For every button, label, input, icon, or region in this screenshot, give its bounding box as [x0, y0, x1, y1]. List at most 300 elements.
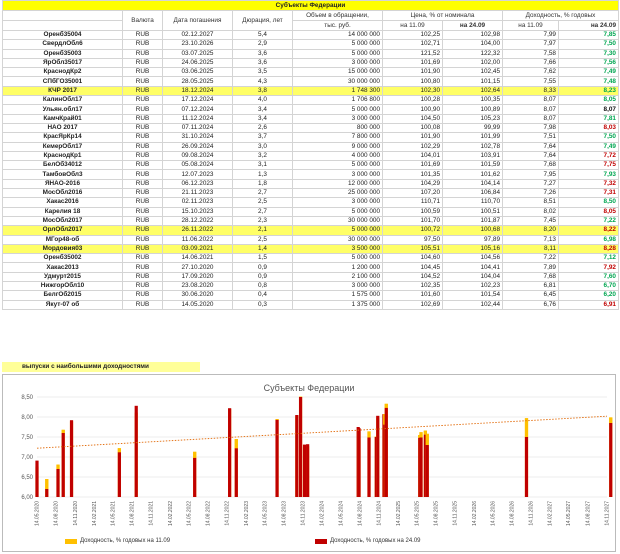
currency-cell: RUB [123, 300, 163, 309]
currency-cell: RUB [123, 96, 163, 105]
price-date2-cell: 100,68 [443, 226, 503, 235]
maturity-cell: 03.09.2021 [163, 244, 233, 253]
price-date1-cell: 104,29 [383, 179, 443, 188]
x-tick-label: 14.02.2026 [471, 501, 478, 527]
price-date1-cell: 110,71 [383, 198, 443, 207]
duration-cell: 3,8 [233, 86, 293, 95]
bond-name: Хакас2013 [3, 263, 123, 272]
bar-yield-date2 [193, 458, 196, 497]
yield-date1-cell: 7,64 [503, 151, 559, 160]
price-date2-cell: 104,04 [443, 272, 503, 281]
volume-cell: 800 000 [293, 123, 383, 132]
bond-name: КрасЯрКр14 [3, 133, 123, 142]
price-date2-cell: 105,16 [443, 244, 503, 253]
duration-cell: 2,1 [233, 226, 293, 235]
yield-date1-cell: 7,66 [503, 58, 559, 67]
bond-name: БелгОб2015 [3, 291, 123, 300]
volume-cell: 3 000 000 [293, 170, 383, 179]
bond-name: КраснодКр1 [3, 151, 123, 160]
price-date1-cell: 104,60 [383, 254, 443, 263]
yield-date2-cell: 7,49 [559, 142, 619, 151]
price-date1-cell: 102,29 [383, 142, 443, 151]
maturity-cell: 31.10.2024 [163, 133, 233, 142]
bonds-table [2, 0, 619, 310]
duration-cell: 5,4 [233, 31, 293, 40]
maturity-cell: 07.11.2024 [163, 123, 233, 132]
price-date1-cell: 104,50 [383, 114, 443, 123]
price-date2-cell: 103,91 [443, 151, 503, 160]
yield-date1-cell: 6,76 [503, 300, 559, 309]
volume-cell: 12 000 000 [293, 179, 383, 188]
volume-cell: 1 200 000 [293, 263, 383, 272]
yield-date2-cell: 7,60 [559, 272, 619, 281]
bar-yield-date1-top [45, 479, 48, 489]
volume-cell: 3 500 000 [293, 244, 383, 253]
duration-cell: 4,3 [233, 77, 293, 86]
maturity-cell: 11.06.2022 [163, 235, 233, 244]
table-row[interactable] [3, 263, 619, 272]
bar-yield-date2 [275, 420, 278, 497]
yield-date1-cell: 8,02 [503, 207, 559, 216]
price-date2-cell: 101,87 [443, 216, 503, 225]
volume-cell: 5 000 000 [293, 207, 383, 216]
price-date2-cell: 102,00 [443, 58, 503, 67]
table-row[interactable] [3, 254, 619, 263]
price-date2-cell: 102,23 [443, 282, 503, 291]
x-tick-label: 14.02.2022 [167, 501, 174, 527]
table-row[interactable] [3, 58, 619, 67]
currency-cell: RUB [123, 263, 163, 272]
currency-cell: RUB [123, 216, 163, 225]
x-tick-label: 14.05.2025 [414, 501, 421, 527]
legend-label-series2: Доходность, % годовых на 24.09 [330, 538, 421, 544]
price-date2-cell: 101,15 [443, 77, 503, 86]
currency-cell: RUB [123, 58, 163, 67]
volume-cell: 30 000 000 [293, 216, 383, 225]
bar-yield-date2 [235, 448, 238, 497]
header-yield-date1: на 11.09 [503, 21, 559, 31]
table-row[interactable] [3, 198, 619, 207]
table-row[interactable] [3, 235, 619, 244]
bond-name: Оренб35004 [3, 31, 123, 40]
yield-date2-cell: 7,50 [559, 133, 619, 142]
duration-cell: 3,6 [233, 58, 293, 67]
volume-cell: 1 748 300 [293, 86, 383, 95]
x-tick-label: 14.11.2027 [604, 501, 611, 526]
yield-date2-cell: 7,81 [559, 114, 619, 123]
yield-date1-cell: 7,98 [503, 123, 559, 132]
table-row[interactable] [3, 123, 619, 132]
volume-cell: 25 000 000 [293, 189, 383, 198]
bar-yield-date2 [118, 452, 121, 497]
table-row[interactable] [3, 105, 619, 114]
yield-date2-cell: 8,03 [559, 123, 619, 132]
volume-cell: 3 000 000 [293, 58, 383, 67]
x-tick-label: 14.02.2021 [91, 501, 98, 527]
price-date2-cell: 122,32 [443, 49, 503, 58]
x-tick-label: 14.05.2026 [490, 501, 497, 527]
yield-date1-cell: 7,13 [503, 235, 559, 244]
yield-date1-cell: 7,58 [503, 49, 559, 58]
table-row[interactable] [3, 291, 619, 300]
currency-cell: RUB [123, 114, 163, 123]
price-date2-cell: 101,99 [443, 133, 503, 142]
duration-cell: 1,8 [233, 179, 293, 188]
bond-name: СПбГО35001 [3, 77, 123, 86]
price-date1-cell: 101,90 [383, 133, 443, 142]
maturity-cell: 03.06.2025 [163, 68, 233, 77]
table-row[interactable] [3, 151, 619, 160]
yield-date2-cell: 7,92 [559, 263, 619, 272]
bond-name: КалинОбл17 [3, 96, 123, 105]
duration-cell: 3,2 [233, 151, 293, 160]
maturity-cell: 02.11.2023 [163, 198, 233, 207]
x-tick-label: 14.05.2022 [186, 501, 193, 527]
volume-cell: 1 375 000 [293, 300, 383, 309]
volume-cell: 3 000 000 [293, 198, 383, 207]
header-price-date1: на 11.09 [383, 21, 443, 31]
price-date2-cell: 105,23 [443, 114, 503, 123]
bar-yield-date2 [135, 406, 138, 497]
volume-cell: 5 000 000 [293, 161, 383, 170]
price-date2-cell: 100,89 [443, 105, 503, 114]
x-tick-label: 14.11.2024 [376, 501, 383, 526]
maturity-cell: 15.10.2023 [163, 207, 233, 216]
x-tick-label: 14.11.2026 [528, 501, 535, 526]
bond-name: ЯНАО-2016 [3, 179, 123, 188]
maturity-cell: 18.12.2024 [163, 86, 233, 95]
yield-date2-cell: 7,32 [559, 179, 619, 188]
currency-cell: RUB [123, 291, 163, 300]
header-price-date2: на 24.09 [443, 21, 503, 31]
yield-date2-cell: 7,49 [559, 68, 619, 77]
yield-date2-cell: 8,05 [559, 96, 619, 105]
currency-cell: RUB [123, 40, 163, 49]
duration-cell: 3,1 [233, 161, 293, 170]
table-row[interactable] [3, 96, 619, 105]
maturity-cell: 23.10.2026 [163, 40, 233, 49]
x-tick-label: 14.08.2022 [205, 501, 212, 527]
yield-date2-cell: 7,85 [559, 31, 619, 40]
bar-yield-date1-top [118, 448, 121, 452]
table-row[interactable] [3, 189, 619, 198]
price-date2-cell: 104,14 [443, 179, 503, 188]
duration-cell: 2,6 [233, 123, 293, 132]
yield-date2-cell: 8,23 [559, 86, 619, 95]
header-volume: Объем в обращении, [293, 11, 383, 21]
volume-cell: 9 000 000 [293, 142, 383, 151]
table-row[interactable] [3, 244, 619, 253]
volume-cell: 5 000 000 [293, 105, 383, 114]
duration-cell: 0,9 [233, 272, 293, 281]
price-date2-cell: 104,00 [443, 40, 503, 49]
yield-date2-cell: 7,22 [559, 216, 619, 225]
x-tick-label: 14.08.2027 [585, 501, 592, 527]
yield-date1-cell: 7,68 [503, 272, 559, 281]
price-date2-cell: 101,62 [443, 170, 503, 179]
table-row[interactable] [3, 300, 619, 309]
legend-item-series1 [65, 538, 170, 544]
bond-name: ОрлОбл2017 [3, 226, 123, 235]
yield-date1-cell: 8,51 [503, 198, 559, 207]
y-tick-label: 7,50 [21, 435, 33, 441]
price-date2-cell: 101,59 [443, 161, 503, 170]
y-tick-label: 7,00 [21, 455, 33, 461]
yield-date2-cell: 7,56 [559, 58, 619, 67]
yield-date1-cell: 7,45 [503, 216, 559, 225]
table-row[interactable] [3, 31, 619, 40]
x-tick-label: 14.05.2023 [262, 501, 269, 527]
x-tick-label: 14.08.2025 [433, 501, 440, 527]
bar-yield-date1-top [275, 419, 278, 420]
price-date1-cell: 101,60 [383, 291, 443, 300]
yield-date1-cell: 8,07 [503, 114, 559, 123]
table-row[interactable] [3, 272, 619, 281]
table-row[interactable] [3, 142, 619, 151]
table-row[interactable] [3, 207, 619, 216]
table-row[interactable] [3, 114, 619, 123]
price-date1-cell: 100,59 [383, 207, 443, 216]
volume-cell: 14 000 000 [293, 31, 383, 40]
table-row[interactable] [3, 40, 619, 49]
bond-name: МГор48-об [3, 235, 123, 244]
yield-date2-cell: 6,91 [559, 300, 619, 309]
currency-cell: RUB [123, 170, 163, 179]
yield-date1-cell: 8,11 [503, 244, 559, 253]
duration-cell: 2,7 [233, 207, 293, 216]
bond-name: Удмурт2015 [3, 272, 123, 281]
bond-name: СвердлОбл6 [3, 40, 123, 49]
price-date1-cell: 102,30 [383, 86, 443, 95]
table-row[interactable] [3, 86, 619, 95]
price-date2-cell: 104,41 [443, 263, 503, 272]
table-row[interactable] [3, 282, 619, 291]
price-date1-cell: 104,01 [383, 151, 443, 160]
bar-yield-date1-top [609, 417, 612, 423]
legend-label-series1: Доходность, % годовых на 11.09 [80, 538, 171, 544]
yield-date2-cell: 8,28 [559, 244, 619, 253]
duration-cell: 1,3 [233, 170, 293, 179]
x-tick-label: 14.05.2021 [110, 501, 117, 527]
bond-name: МосОбл2017 [3, 216, 123, 225]
volume-cell: 5 000 000 [293, 40, 383, 49]
price-date1-cell: 102,25 [383, 31, 443, 40]
yield-date1-cell: 7,99 [503, 31, 559, 40]
bond-name: НАО 2017 [3, 123, 123, 132]
currency-cell: RUB [123, 151, 163, 160]
table-row[interactable] [3, 77, 619, 86]
yield-date1-cell: 7,51 [503, 133, 559, 142]
table-row[interactable] [3, 161, 619, 170]
maturity-cell: 17.09.2020 [163, 272, 233, 281]
currency-cell: RUB [123, 133, 163, 142]
yield-date1-cell: 7,68 [503, 161, 559, 170]
x-tick-label: 14.11.2022 [224, 501, 231, 526]
x-tick-label: 14.02.2024 [319, 501, 326, 527]
maturity-cell: 27.10.2020 [163, 263, 233, 272]
maturity-cell: 30.06.2020 [163, 291, 233, 300]
bar-yield-date1-top [385, 404, 388, 408]
duration-cell: 3,7 [233, 133, 293, 142]
table-title: Субъекты Федерации [3, 1, 619, 11]
x-tick-label: 14.08.2026 [509, 501, 516, 527]
bar-yield-date2 [228, 408, 231, 497]
currency-cell: RUB [123, 226, 163, 235]
price-date1-cell: 105,51 [383, 244, 443, 253]
x-tick-label: 14.05.2020 [34, 501, 41, 527]
bond-name: Карелия 18 [3, 207, 123, 216]
price-date1-cell: 101,35 [383, 170, 443, 179]
yield-date2-cell: 8,50 [559, 198, 619, 207]
bar-yield-date2 [303, 445, 306, 497]
legend-item-series2 [315, 538, 421, 544]
x-tick-label: 14.08.2021 [129, 501, 136, 527]
bar-yield-date2 [306, 444, 309, 497]
price-date1-cell: 100,90 [383, 105, 443, 114]
bond-name: БелОб34012 [3, 161, 123, 170]
bond-name: ЯрОбл35017 [3, 58, 123, 67]
bar-yield-date1-top [193, 452, 196, 458]
duration-cell: 0,4 [233, 291, 293, 300]
yield-date1-cell: 7,89 [503, 263, 559, 272]
currency-cell: RUB [123, 77, 163, 86]
yield-date2-cell: 7,12 [559, 254, 619, 263]
yield-date1-cell: 6,81 [503, 282, 559, 291]
duration-cell: 1,4 [233, 244, 293, 253]
bar-yield-date2 [385, 408, 388, 497]
price-date1-cell: 102,35 [383, 282, 443, 291]
yield-date2-cell: 7,72 [559, 151, 619, 160]
yield-date2-cell: 7,93 [559, 170, 619, 179]
maturity-cell: 03.07.2025 [163, 49, 233, 58]
bar-yield-date1-top [62, 430, 65, 433]
yield-date1-cell: 7,27 [503, 179, 559, 188]
table-row[interactable] [3, 179, 619, 188]
x-tick-label: 14.08.2024 [357, 501, 364, 527]
volume-cell: 30 000 000 [293, 77, 383, 86]
header-volume-unit: тыс. руб. [293, 21, 383, 31]
currency-cell: RUB [123, 31, 163, 40]
y-tick-label: 8,00 [21, 415, 33, 421]
bar-yield-date2 [357, 428, 360, 497]
bar-yield-date2 [70, 420, 73, 497]
legend-swatch-series1 [65, 539, 77, 544]
yield-date1-cell: 7,97 [503, 40, 559, 49]
price-date2-cell: 104,56 [443, 254, 503, 263]
maturity-cell: 24.06.2025 [163, 58, 233, 67]
currency-cell: RUB [123, 86, 163, 95]
yield-date2-cell: 7,50 [559, 40, 619, 49]
maturity-cell: 28.12.2022 [163, 216, 233, 225]
maturity-cell: 12.07.2023 [163, 170, 233, 179]
currency-cell: RUB [123, 272, 163, 281]
bar-yield-date2 [525, 437, 528, 497]
currency-cell: RUB [123, 49, 163, 58]
currency-cell: RUB [123, 244, 163, 253]
bond-name: Оренб35002 [3, 254, 123, 263]
price-date1-cell: 100,80 [383, 77, 443, 86]
chart-container [2, 374, 616, 552]
bar-yield-date1-top [56, 465, 59, 469]
currency-cell: RUB [123, 254, 163, 263]
price-date2-cell: 102,98 [443, 31, 503, 40]
currency-cell: RUB [123, 105, 163, 114]
bond-name: ТамбовОбл3 [3, 170, 123, 179]
duration-cell: 2,5 [233, 198, 293, 207]
yield-date2-cell: 8,22 [559, 226, 619, 235]
duration-cell: 3,6 [233, 49, 293, 58]
price-date1-cell: 101,69 [383, 161, 443, 170]
x-tick-label: 14.11.2023 [300, 501, 307, 526]
currency-cell: RUB [123, 123, 163, 132]
yield-date2-cell: 6,98 [559, 235, 619, 244]
price-date1-cell: 97,50 [383, 235, 443, 244]
price-date1-cell: 100,72 [383, 226, 443, 235]
maturity-cell: 23.08.2020 [163, 282, 233, 291]
maturity-cell: 09.08.2024 [163, 151, 233, 160]
duration-cell: 3,4 [233, 105, 293, 114]
table-row[interactable] [3, 133, 619, 142]
volume-cell: 1 575 000 [293, 291, 383, 300]
price-date1-cell: 104,45 [383, 263, 443, 272]
maturity-cell: 14.06.2021 [163, 254, 233, 263]
table-row[interactable] [3, 68, 619, 77]
maturity-cell: 05.08.2024 [163, 161, 233, 170]
yield-date1-cell: 8,07 [503, 105, 559, 114]
table-row[interactable] [3, 216, 619, 225]
price-date2-cell: 97,89 [443, 235, 503, 244]
duration-cell: 2,3 [233, 216, 293, 225]
yield-date2-cell: 7,48 [559, 77, 619, 86]
chart-title: Субъекты Федерации [263, 383, 355, 393]
x-tick-label: 14.11.2021 [148, 501, 155, 526]
duration-cell: 2,5 [233, 235, 293, 244]
yield-date2-cell: 6,70 [559, 282, 619, 291]
x-tick-label: 14.05.2024 [338, 501, 345, 527]
currency-cell: RUB [123, 235, 163, 244]
table-row[interactable] [3, 49, 619, 58]
price-date1-cell: 101,70 [383, 216, 443, 225]
bond-name: КраснодКр2 [3, 68, 123, 77]
price-date2-cell: 106,84 [443, 189, 503, 198]
volume-cell: 5 000 000 [293, 254, 383, 263]
y-tick-label: 6,50 [21, 475, 33, 481]
x-tick-label: 14.02.2023 [243, 501, 250, 527]
price-date1-cell: 100,08 [383, 123, 443, 132]
note-highest-yields: выпуски с наибольшими доходностями [2, 362, 200, 372]
currency-cell: RUB [123, 179, 163, 188]
yield-date1-cell: 8,33 [503, 86, 559, 95]
header-duration: Дюрация, лет [233, 11, 293, 31]
yield-date1-cell: 7,62 [503, 68, 559, 77]
table-row[interactable] [3, 226, 619, 235]
yield-date2-cell: 6,20 [559, 291, 619, 300]
volume-cell: 7 800 000 [293, 133, 383, 142]
bond-name: НижгорОбл10 [3, 282, 123, 291]
volume-cell: 3 000 000 [293, 282, 383, 291]
bond-name: КамчКрай01 [3, 114, 123, 123]
bar-yield-date2 [56, 469, 59, 497]
duration-cell: 0,8 [233, 282, 293, 291]
bar-yield-date2 [367, 437, 370, 497]
price-date2-cell: 99,99 [443, 123, 503, 132]
maturity-cell: 21.11.2023 [163, 189, 233, 198]
trendline [37, 416, 607, 448]
yield-date1-cell: 8,07 [503, 96, 559, 105]
price-date1-cell: 101,69 [383, 58, 443, 67]
yield-date1-cell: 7,95 [503, 170, 559, 179]
table-row[interactable] [3, 170, 619, 179]
